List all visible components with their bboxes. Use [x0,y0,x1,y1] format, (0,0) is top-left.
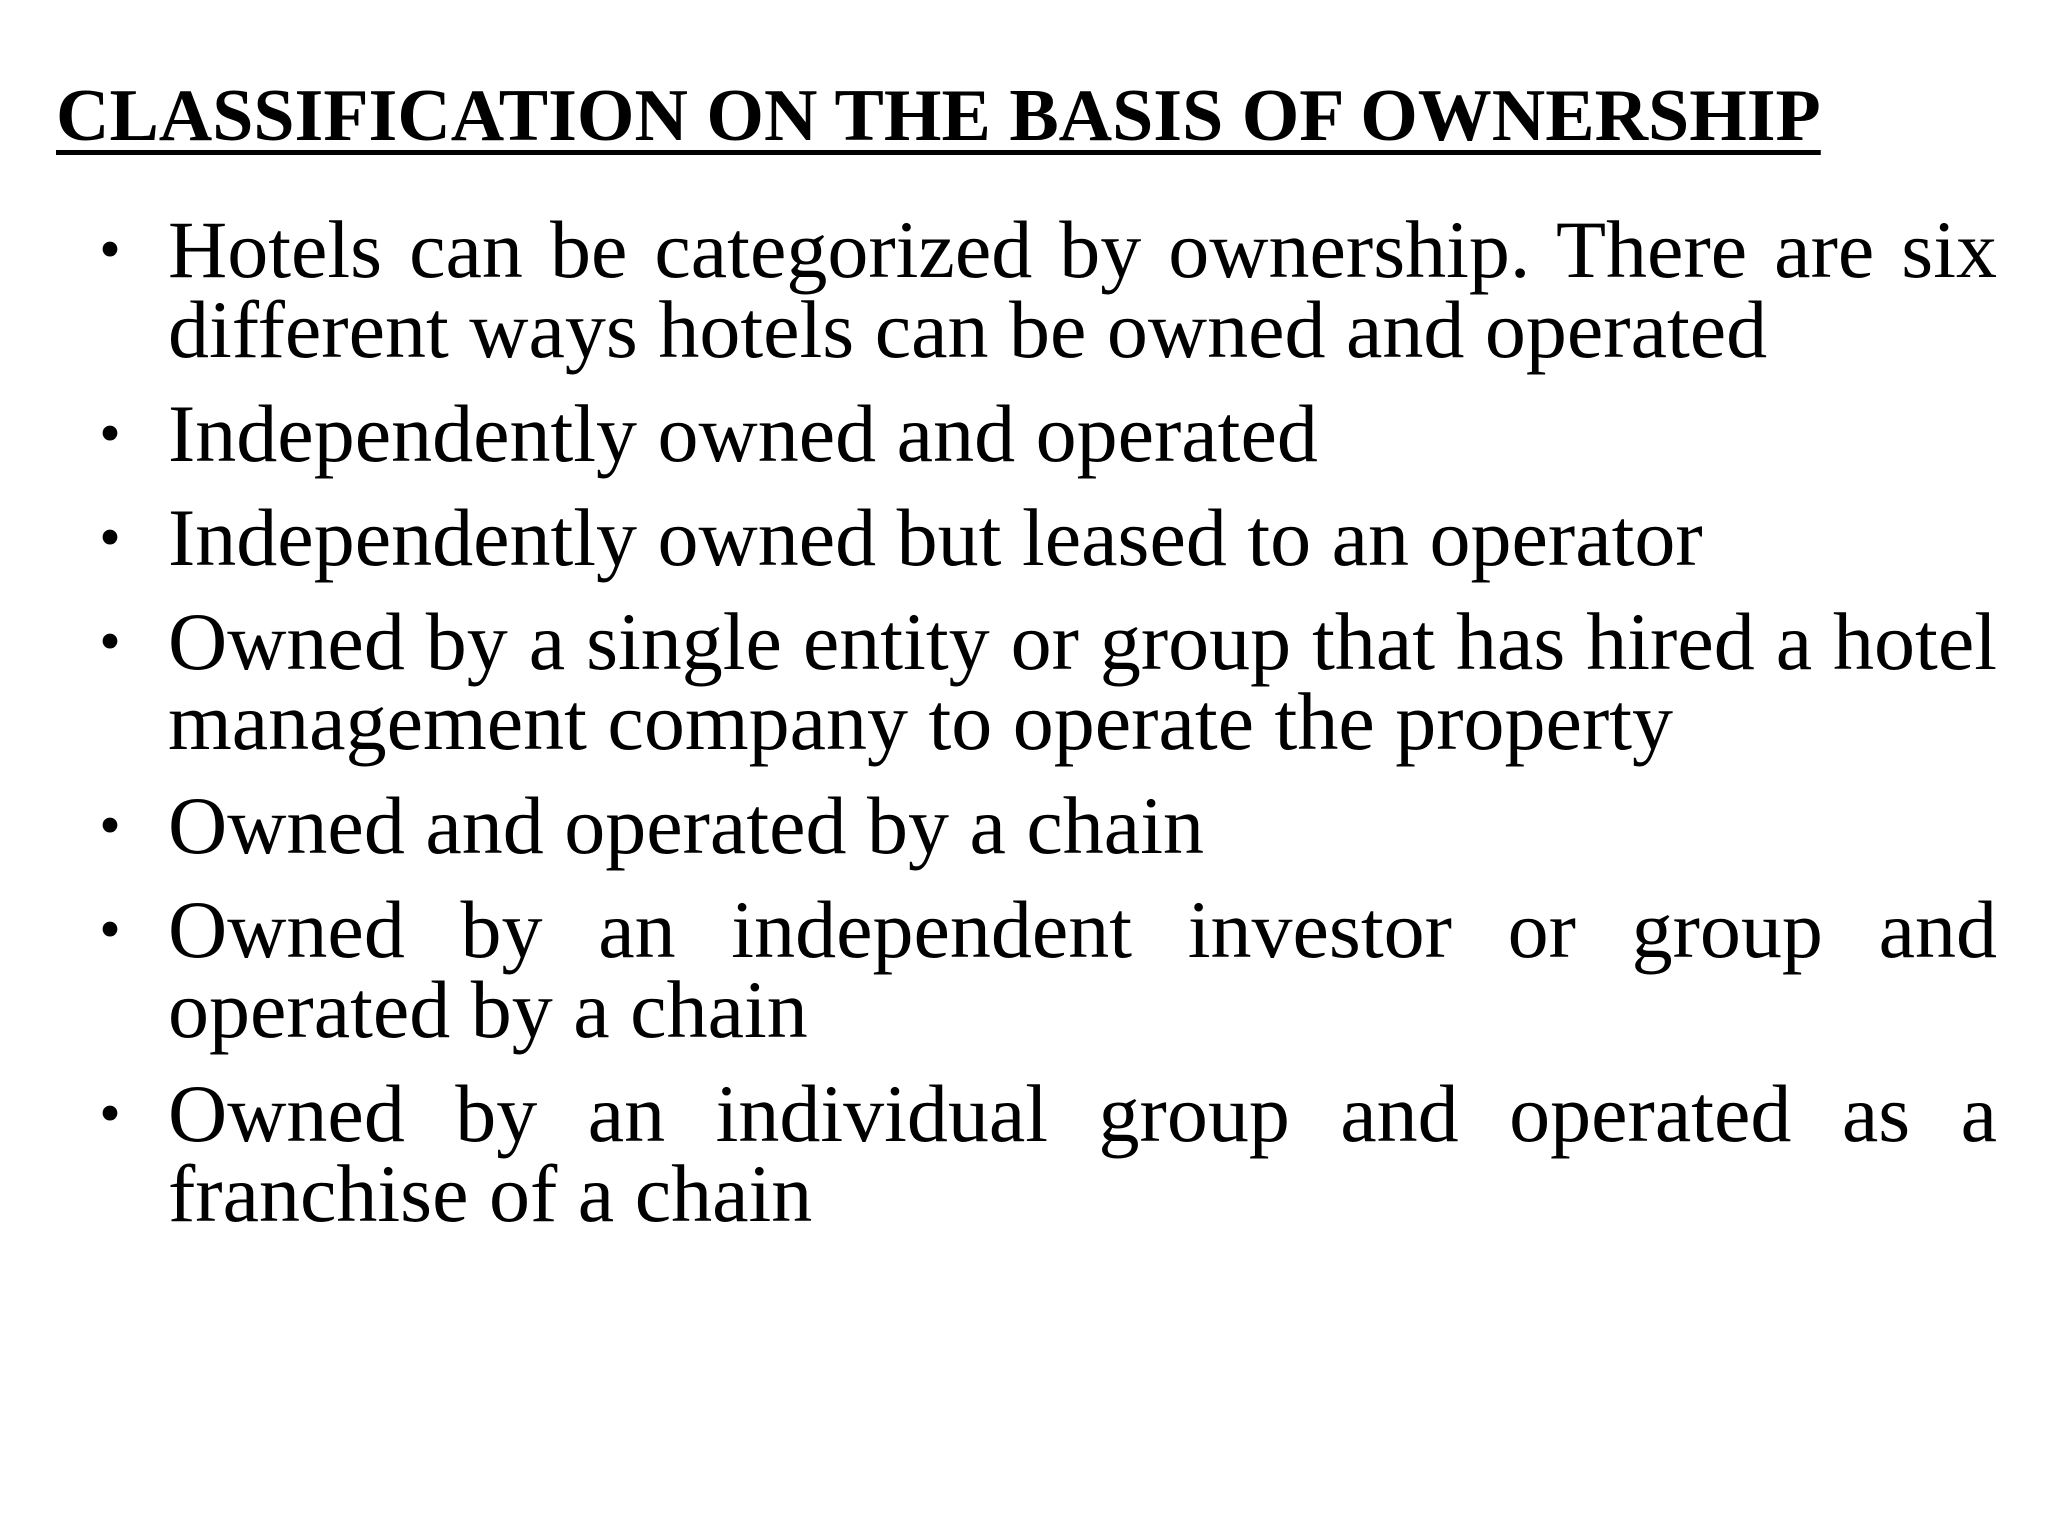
bullet-text: Owned and operated by a chain [168,780,1204,871]
list-item [82,492,1997,583]
bullet-icon: • [99,504,121,572]
bullet-icon: • [99,400,121,468]
list-item [82,1068,1997,1239]
bullet-icon: • [99,216,121,284]
list-item [82,884,1997,1055]
bullet-text: Independently owned but leased to an operator [168,492,1703,583]
bullet-icon: • [99,608,121,676]
bullet-text: Independently owned and operated [168,388,1318,479]
bullet-list [82,204,1997,1258]
list-item [82,388,1997,479]
bullet-icon: • [99,896,121,964]
bullet-text: Hotels can be categorized by ownership. There are six different ways hotels can be owned and operated [168,204,1997,375]
list-item [82,596,1997,767]
slide-title: CLASSIFICATION ON THE BASIS OF OWNERSHIP [56,75,1821,157]
bullet-text: Owned by an independent investor or group and operated by a chain [168,884,1997,1055]
bullet-text: Owned by a single entity or group that has hired a hotel management company to operate the property [168,596,1997,767]
bullet-text: Owned by an individual group and operated as a franchise of a chain [168,1068,1997,1239]
bullet-icon: • [99,1080,121,1148]
list-item [82,204,1997,375]
list-item [82,780,1997,871]
bullet-icon: • [99,792,121,860]
